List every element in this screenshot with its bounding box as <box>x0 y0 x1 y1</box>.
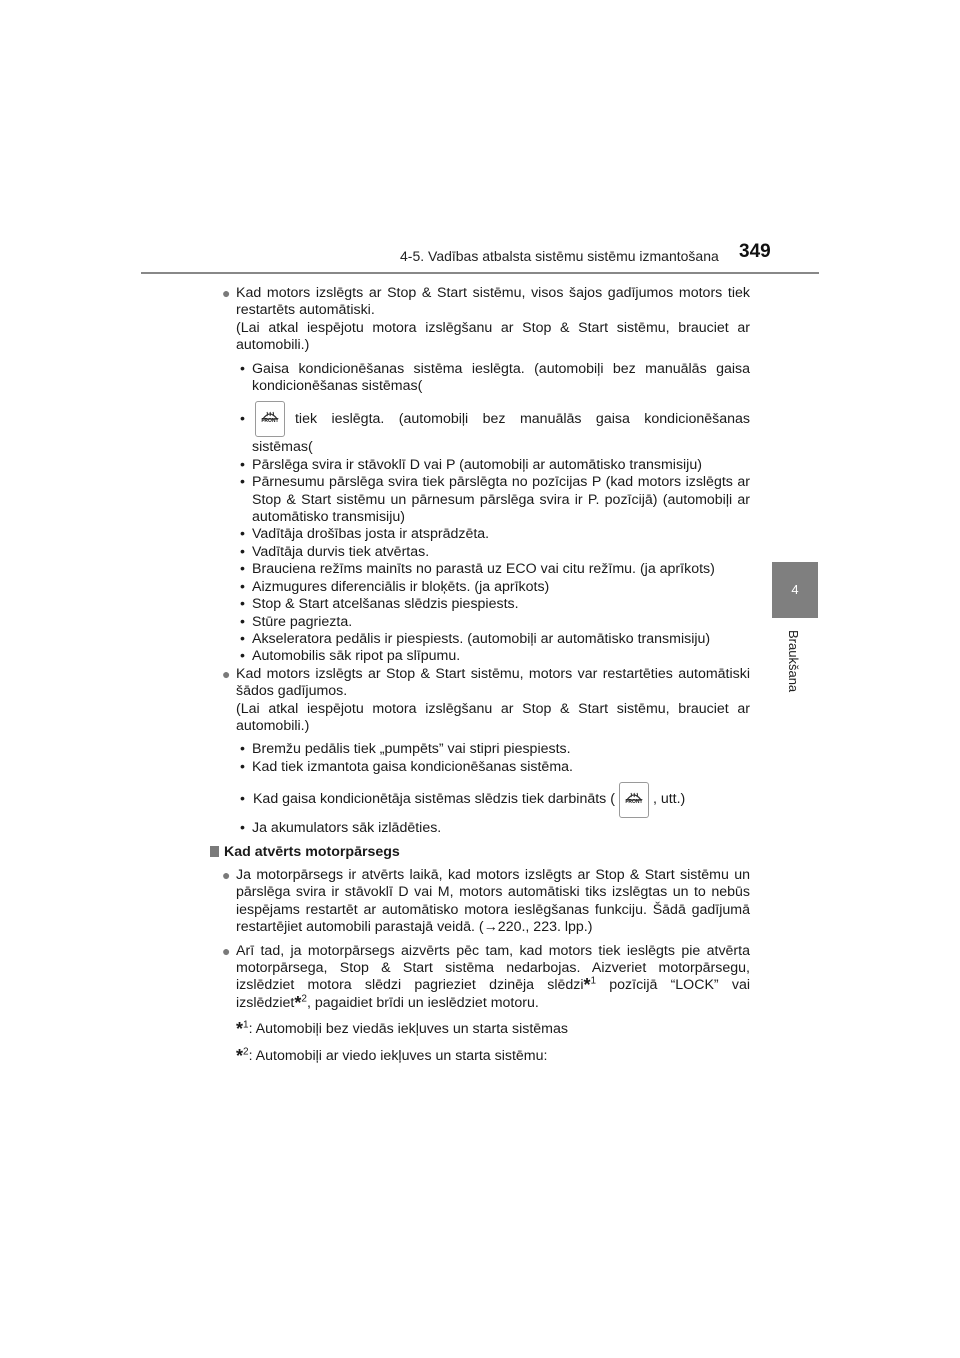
list-item <box>222 782 750 818</box>
list-item-text: Kad tiek izmantota gaisa kondicionēšanas sistēma. <box>252 758 573 775</box>
dot-marker: • <box>240 820 245 837</box>
list-item <box>222 561 750 578</box>
footnote-ref: 1 <box>590 975 597 987</box>
dot-marker: • <box>240 613 245 630</box>
bullet-paragraph <box>222 285 750 355</box>
bullet-marker: ● <box>222 665 231 682</box>
paragraph-text: Kad motors izslēgts ar Stop & Start sistēmu, motors var restartēties automātiski šādos gadījumos. <box>236 665 750 700</box>
list-item-text: Stop & Start atcelšanas slēdzis piespiests. <box>252 596 519 613</box>
footnote-ref: 2 <box>243 1045 249 1057</box>
list-item-text: Pārslēga svira ir stāvoklī D vai P (automobiļi ar automātisko transmisiju) <box>252 456 702 473</box>
list-item <box>222 474 750 526</box>
footnote-star: * <box>583 975 591 996</box>
dot-marker: • <box>240 543 245 560</box>
footnote-star: * <box>236 1045 244 1066</box>
front-windshield-defroster-icon <box>255 401 285 437</box>
list-item-text: Bremžu pedālis tiek „pumpēts” vai stipri piespiests. <box>252 741 571 758</box>
chapter-tab: 4 <box>772 562 818 618</box>
footnote-star: * <box>236 1019 244 1040</box>
page-content <box>222 285 750 1065</box>
list-item-text: Pārnesumu pārslēga svira tiek pārslēgta no pozīcijas P (kad motors izslēgts ar Stop & Start sistēmu un pārnesum pārslēga svira ir P. pozīcijā) (automobiļi ar automātisko transmisiju) <box>252 474 750 526</box>
list-item-text: Akseleratora pedālis ir piespiests. (automobiļi ar automātisko transmisiju) <box>252 630 711 647</box>
footnote-text: : Automobiļi ar viedo iekļuves un starta sistēmu: <box>248 1047 548 1064</box>
footnote <box>222 1021 750 1038</box>
icon-label: FRONT <box>625 798 643 805</box>
paragraph-note: (Lai atkal iespējotu motora izslēgšanu ar Stop & Start sistēmu, brauciet ar automobili.) <box>236 700 750 734</box>
header-rule <box>141 272 819 274</box>
chapter-label: Braukšana <box>786 630 801 693</box>
bullet-paragraph <box>222 867 750 937</box>
dot-marker: • <box>240 630 245 647</box>
icon-label: FRONT <box>261 418 279 425</box>
bullet-marker: ● <box>222 866 231 883</box>
list-item-text: tiek ieslēgta. (automobiļi bez manuālās gaisa kondicionēšanas <box>294 410 750 427</box>
footnote-star: * <box>294 992 302 1013</box>
list-item <box>222 820 750 837</box>
bullet-marker: ● <box>222 942 231 959</box>
list-item <box>222 596 750 613</box>
bullet-paragraph <box>222 943 750 1013</box>
list-item-text: Stūre pagriezta. <box>252 613 353 630</box>
square-marker <box>210 846 219 857</box>
list-item <box>222 759 750 776</box>
dot-marker: • <box>240 791 245 808</box>
dot-marker: • <box>240 741 245 758</box>
list-item-text: Ja akumulators sāk izlādēties. <box>252 820 442 837</box>
list-item <box>222 614 750 631</box>
list-item <box>222 526 750 543</box>
list-item-text: Vadītāja durvis tiek atvērtas. <box>252 543 430 560</box>
list-item-text: Aizmugures diferenciālis ir bloķēts. (ja aprīkots) <box>252 578 550 595</box>
footnote <box>222 1045 750 1066</box>
dot-marker: • <box>240 474 245 491</box>
dot-marker: • <box>240 360 245 377</box>
list-item <box>222 648 750 665</box>
dot-marker: • <box>240 561 245 578</box>
list-item <box>222 401 750 437</box>
list-item-text: sistēmas( <box>252 439 313 456</box>
list-item-text: Kad gaisa kondicionētāja sistēmas slēdzis tiek darbināts ( <box>252 791 615 808</box>
paragraph-text: Ja motorpārsegs ir atvērts laikā, kad motors izslēgts ar Stop & Start sistēmu un pārslēga svira ir stāvoklī D vai M, motors automātiski tiks izslēgtas un to nebūs iespējams restartēt ar automātisko motora ieslēgšanas funkciju. Šādā gadījumā restartējiet automobili parastajā veidā. (→220., 223. lpp.) <box>236 866 750 936</box>
dot-marker: • <box>240 596 245 613</box>
dot-marker: • <box>240 758 245 775</box>
header-title: 4-5. Vadības atbalsta sistēmu sistēmu izmantošana <box>400 248 719 264</box>
list-item <box>222 361 750 396</box>
list-item-text: Brauciena režīms mainīts no parastā uz ECO vai citu režīmu. (ja aprīkots) <box>252 561 715 578</box>
paragraph-note: (Lai atkal iespējotu motora izslēgšanu ar Stop & Start sistēmu, brauciet ar automobili.) <box>236 319 750 354</box>
list-item <box>222 631 750 648</box>
dot-marker: • <box>240 526 245 543</box>
list-item <box>222 579 750 596</box>
paragraph-text: , pagaidiet brīdi un ieslēdziet motoru. <box>306 994 539 1011</box>
list-item-text: Automobilis sāk ripot pa slīpumu. <box>252 648 461 665</box>
footnote-ref: 2 <box>301 993 307 1005</box>
dot-marker: • <box>240 456 245 473</box>
bullet-paragraph <box>222 666 750 736</box>
front-windshield-defroster-icon <box>619 782 649 818</box>
list-item-text: , utt.) <box>652 791 686 808</box>
footnote-ref: 1 <box>243 1019 249 1031</box>
paragraph-text: pozīcijā “LOCK” vai izslēdziet <box>236 977 750 1011</box>
list-item-text: Vadītāja drošības josta ir atsprādzēta. <box>252 526 490 543</box>
list-item <box>222 741 750 758</box>
bullet-marker: ● <box>222 285 231 301</box>
section-heading-text: Kad atvērts motorpārsegs <box>224 843 400 860</box>
dot-marker: • <box>240 648 245 665</box>
paragraph-text: Arī tad, ja motorpārsegs aizvērts pēc tam, kad motors tiek ieslēgts pie atvērta motorpārsega, Stop & Start sistēma nedarbojas. Aizveriet motorpārsegu, izslēdziet motora slēdzi pagrieziet dzinēja slēdzi <box>236 942 750 994</box>
page-number: 349 <box>739 241 771 262</box>
dot-marker: • <box>240 410 245 427</box>
dot-marker: • <box>240 578 245 595</box>
list-item-continuation <box>222 439 750 456</box>
list-item-text: Gaisa kondicionēšanas sistēma ieslēgta. (automobiļi bez manuālās gaisa kondicionēšanas sistēmas( <box>252 360 750 395</box>
footnote-text: : Automobiļi bez viedās iekļuves un starta sistēmas <box>248 1021 568 1038</box>
list-item <box>222 457 750 474</box>
paragraph-text: Kad motors izslēgts ar Stop & Start sistēmu, visos šajos gadījumos motors tiek restartēts automātiski. <box>236 285 750 319</box>
section-heading <box>210 844 750 861</box>
list-item <box>222 544 750 561</box>
